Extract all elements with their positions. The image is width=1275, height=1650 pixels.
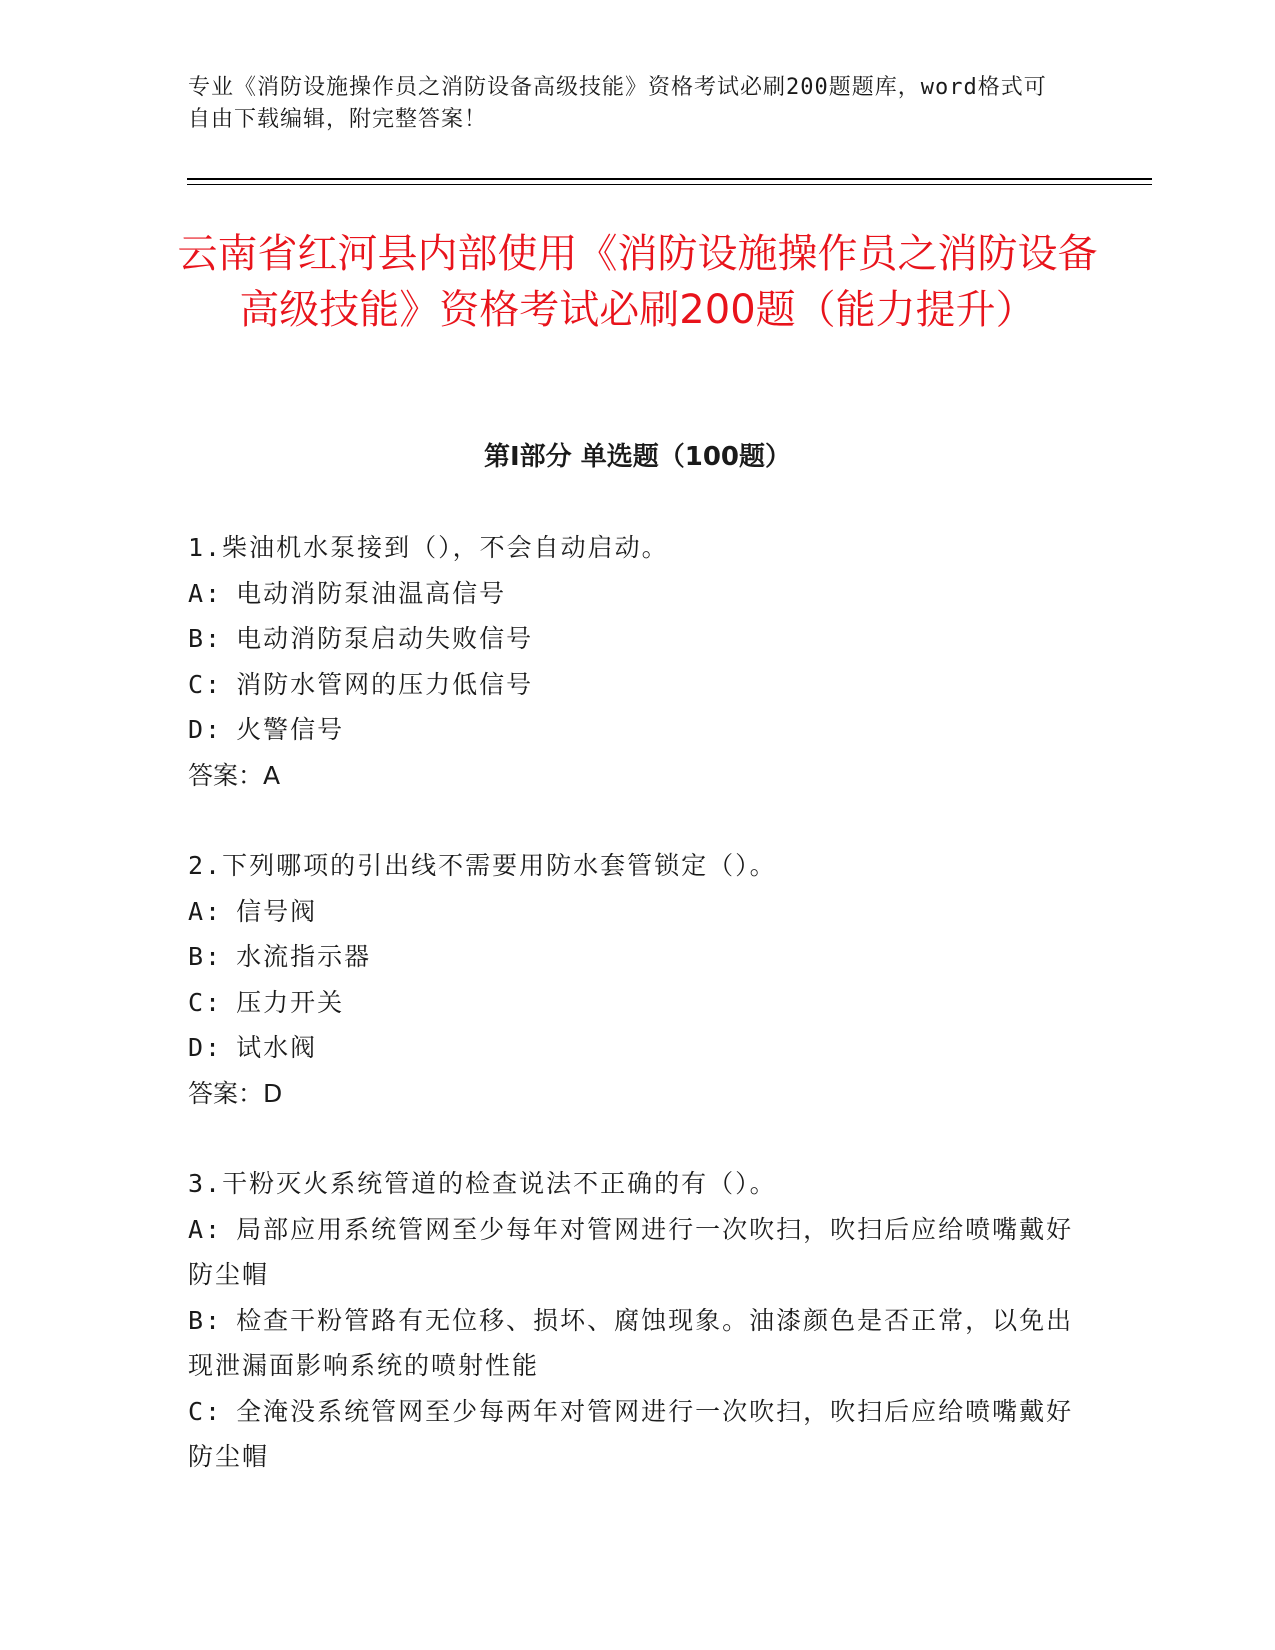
option-b <box>188 934 1078 980</box>
option-label: C: <box>188 669 223 699</box>
option-text: 消防水管网的压力低信号 <box>236 669 534 699</box>
option-text: 火警信号 <box>236 715 345 744</box>
option-label: B: <box>188 942 223 971</box>
option-a <box>188 889 1078 935</box>
option-text: 电动消防泵油温高信号 <box>236 578 507 608</box>
option-label: A: <box>188 896 223 926</box>
option-b <box>188 1298 1078 1389</box>
option-text: 检查干粉管路有无位移、损坏、腐蚀现象。油漆颜色是否正常，以免出现泄漏面影响系统的喷射性能 <box>188 1305 1074 1380</box>
option-c <box>188 980 1078 1026</box>
option-label: C: <box>188 1396 223 1426</box>
question-stem: 1.柴油机水泵接到（），不会自动启动。 <box>188 533 669 562</box>
question-stem: 2.下列哪项的引出线不需要用防水套管锁定（）。 <box>188 851 777 880</box>
question-list <box>188 525 1078 1525</box>
question-2 <box>188 843 1078 1116</box>
option-text: 全淹没系统管网至少每两年对管网进行一次吹扫，吹扫后应给喷嘴戴好防尘帽 <box>188 1396 1074 1471</box>
option-text: 电动消防泵启动失败信号 <box>236 624 534 653</box>
answer: 答案：A <box>188 760 281 790</box>
option-label: B: <box>188 624 223 653</box>
option-text: 局部应用系统管网至少每年对管网进行一次吹扫，吹扫后应给喷嘴戴好防尘帽 <box>188 1214 1074 1289</box>
option-label: A: <box>188 1214 223 1244</box>
answer: 答案：D <box>188 1078 283 1108</box>
option-c <box>188 1389 1078 1480</box>
question-stem: 3.干粉灭火系统管道的检查说法不正确的有（）。 <box>188 1169 777 1198</box>
option-text: 信号阀 <box>236 896 318 926</box>
option-a <box>188 1207 1078 1298</box>
section-title: 第I部分 单选题（100题） <box>484 442 791 472</box>
option-label: C: <box>188 987 223 1017</box>
header-rule-thin <box>187 184 1152 185</box>
option-label: A: <box>188 578 223 608</box>
option-c <box>188 662 1078 708</box>
option-text: 试水阀 <box>236 1033 318 1062</box>
option-label: D: <box>188 1033 223 1062</box>
header-note: 专业《消防设施操作员之消防设备高级技能》资格考试必刷200题题库，word格式可自由下载编辑，附完整答案！ <box>188 75 1047 132</box>
question-3 <box>188 1161 1078 1480</box>
option-label: D: <box>188 715 223 744</box>
option-a <box>188 571 1078 617</box>
option-text: 水流指示器 <box>236 942 372 971</box>
document-title: 云南省红河县内部使用《消防设施操作员之消防设备高级技能》资格考试必刷200题（能力提升） <box>177 231 1098 333</box>
option-label: B: <box>188 1305 223 1335</box>
question-1 <box>188 525 1078 798</box>
header-rule-thick <box>187 178 1152 180</box>
option-d <box>188 707 1078 753</box>
option-d <box>188 1025 1078 1071</box>
option-text: 压力开关 <box>236 987 345 1017</box>
option-b <box>188 616 1078 662</box>
